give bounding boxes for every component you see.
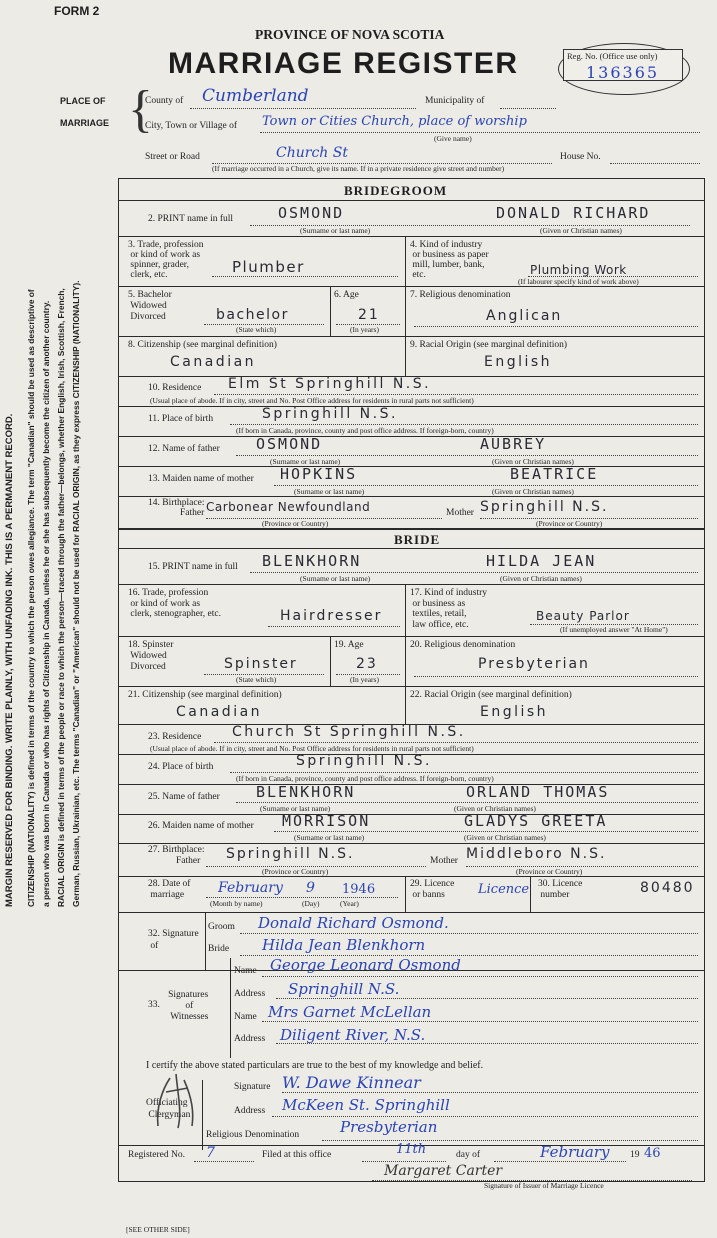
groom-trade: Plumber [232, 258, 305, 276]
bride-industry: Beauty Parlor [536, 609, 630, 623]
bride-trade: Hairdresser [280, 608, 383, 624]
groom-father-label: 12. Name of father [148, 444, 220, 454]
marriage-day: 9 [306, 880, 315, 896]
groom-status: bachelor [216, 307, 289, 323]
groom-citizenship-label: 8. Citizenship (see marginal definition) [128, 340, 277, 350]
groom-signature: Donald Richard Osmond. [258, 914, 449, 932]
marriage-year: 1946 [342, 882, 376, 897]
witnesses-caption: Signatures of Witnesses [168, 990, 209, 1022]
groom-given: DONALD RICHARD [496, 204, 651, 222]
groom-father-given: AUBREY [480, 435, 547, 453]
bride-heading: BRIDE [394, 532, 441, 547]
issuer-signature: Margaret Carter [384, 1163, 503, 1179]
bride-residence-label: 23. Residence [148, 732, 202, 742]
bride-print-label: 15. PRINT name in full [148, 562, 238, 572]
filed-year: 46 [644, 1146, 661, 1161]
witness1-address: Springhill N.S. [288, 980, 400, 998]
street-label: Street or Road [145, 152, 200, 162]
witness2-name: Mrs Garnet McLellan [268, 1003, 432, 1021]
groom-mother-surname: HOPKINS [280, 465, 358, 483]
groom-surname: OSMOND [278, 204, 345, 222]
groom-birthplace-label: 14. Birthplace: [148, 498, 205, 508]
give-name-caption: (Give name) [434, 134, 472, 143]
registered-no: 7 [206, 1145, 215, 1161]
groom-age: 21 [358, 307, 380, 323]
bride-racial: English [480, 704, 549, 720]
bride-industry-label: 17. Kind of industry or business as textiles, retail, law office, etc. [410, 588, 488, 630]
groom-trade-label: 3. Trade, profession or kind of work as spinner, grader, clerk, etc. [128, 240, 204, 280]
witness2-address: Diligent River, N.S. [280, 1026, 426, 1044]
municipality-label: Municipality of [425, 96, 485, 106]
bride-birth-label: 24. Place of birth [148, 762, 214, 772]
bride-citizenship: Canadian [176, 704, 263, 720]
marriage-label: MARRIAGE [60, 118, 109, 128]
street-note: (If marriage occurred in a Church, give its name. If in a private residence give street and number) [212, 164, 505, 173]
place-brace: { [128, 81, 153, 138]
province-heading: PROVINCE OF NOVA SCOTIA [255, 27, 445, 42]
groom-racial-label: 9. Racial Origin (see marginal definition) [410, 340, 568, 350]
page-title: MARRIAGE REGISTER [168, 47, 519, 80]
signature-label: 32. Signature of [148, 929, 199, 951]
bride-birthplace-label: 27. Birthplace: [148, 845, 205, 855]
groom-mother-birthplace: Springhill N.S. [480, 499, 609, 515]
bride-mother-birthplace: Middleboro N.S. [466, 846, 607, 862]
clergyman-address: McKeen St. Springhill [282, 1096, 450, 1114]
bride-father-birthplace: Springhill N.S. [226, 846, 355, 862]
groom-industry: Plumbing Work [530, 263, 627, 277]
groom-industry-label: 4. Kind of industry or business as paper mill, lumber, bank, etc. [410, 240, 489, 280]
groom-mother-label: 13. Maiden name of mother [148, 474, 254, 484]
reg-no-box [563, 49, 683, 81]
witness1-name: George Leonard Osmond [270, 956, 461, 974]
marriage-month: February [218, 880, 283, 896]
officiating-label: Officiating Clergyman [146, 1098, 191, 1120]
reg-no-label: Reg. No. (Office use only) [567, 51, 658, 61]
bride-birth: Springhill N.S. [296, 753, 432, 769]
city-label: City, Town or Village of [145, 121, 237, 131]
bride-given: HILDA JEAN [486, 552, 597, 570]
groom-residence-label: 10. Residence [148, 383, 202, 393]
bride-signature: Hilda Jean Blenkhorn [262, 936, 426, 954]
county-value: Cumberland [202, 86, 309, 106]
groom-age-label: 6. Age [334, 290, 359, 300]
groom-status-label: 5. Bachelor Widowed Divorced [128, 290, 172, 322]
bride-age: 23 [356, 656, 378, 672]
house-label: House No. [560, 152, 601, 162]
groom-religion-label: 7. Religious denomination [410, 290, 511, 300]
groom-father-birthplace: Carbonear Newfoundland [206, 500, 371, 514]
bride-father-given: ORLAND THOMAS [466, 783, 610, 801]
groom-mother-given: BEATRICE [510, 465, 599, 483]
groom-religion: Anglican [486, 308, 563, 324]
bride-father-label: 25. Name of father [148, 792, 220, 802]
bride-mother-surname: MORRISON [282, 812, 371, 830]
bride-surname: BLENKHORN [262, 552, 362, 570]
place-of-label: PLACE OF [60, 96, 106, 106]
bride-trade-label: 16. Trade, profession or kind of work as clerk, stenographer, etc. [128, 588, 221, 619]
groom-birth: Springhill N.S. [262, 406, 398, 422]
clergyman-denomination: Presbyterian [340, 1118, 438, 1136]
certify-text: I certify the above stated particulars are true to the best of my knowledge and belief. [146, 1060, 484, 1071]
city-value: Town or Cities Church, place of worship [262, 114, 527, 129]
side-instructions: MARGIN RESERVED FOR BINDING. WRITE PLAINLY, WITH UNFADING INK. THIS IS A PERMANENT RECORD. CITIZENSHIP (NATIONALITY) is defined in terms of the country to which the person owes allegiance. The term "Canadian" should be used as descriptive of a person who was born in Canada or who has rights of Citizenship in Canada, unless he or she has subsequently become the citizen of another country. RACIAL ORIGIN is defined in terms of the people or race to which the person—traced through the father—belongs, whether English, Irish, Scottish, French, German, Russian, Ukrainian, etc. The terms "Canadian" or "American" should not be used for RACIAL ORIGIN, as they express CITIZENSHIP (NATIONALITY). [4, 280, 81, 907]
clergyman-signature: W. Dawe Kinnear [282, 1073, 421, 1092]
see-other-side: [SEE OTHER SIDE] [126, 1225, 190, 1234]
groom-racial: English [484, 354, 553, 370]
bridegroom-heading: BRIDEGROOM [344, 183, 448, 198]
bride-racial-label: 22. Racial Origin (see marginal definition) [410, 690, 572, 700]
licence-label: 29. Licence or banns [410, 879, 455, 900]
licence-number-label: 30. Licence number [538, 879, 583, 900]
licence-value: Licence [478, 882, 530, 897]
bride-religion: Presbyterian [478, 656, 590, 672]
bride-residence: Church St Springhill N.S. [232, 724, 466, 740]
date-label: 28. Date of marriage [148, 879, 191, 900]
bride-age-label: 19. Age [334, 640, 364, 650]
bride-status-label: 18. Spinster Widowed Divorced [128, 640, 174, 672]
groom-citizenship: Canadian [170, 354, 257, 370]
filed-day: 11th [396, 1142, 427, 1157]
bride-mother-label: 26. Maiden name of mother [148, 821, 254, 831]
filed-month: February [540, 1143, 610, 1161]
bride-citizenship-label: 21. Citizenship (see marginal definition) [128, 690, 282, 700]
licence-number: 80480 [640, 880, 695, 896]
bride-mother-given: GLADYS GREETA [464, 812, 608, 830]
form-number: FORM 2 [54, 4, 100, 18]
groom-residence: Elm St Springhill N.S. [228, 376, 432, 392]
groom-father-surname: OSMOND [256, 435, 323, 453]
registered-label: Registered No. [128, 1150, 185, 1160]
bride-religion-label: 20. Religious denomination [410, 640, 516, 650]
street-value: Church St [276, 145, 348, 161]
county-label: County of [145, 96, 184, 106]
reg-no-value: 136365 [586, 63, 660, 82]
bride-status: Spinster [224, 656, 298, 672]
bride-father-surname: BLENKHORN [256, 783, 356, 801]
groom-birth-label: 11. Place of birth [148, 414, 214, 424]
groom-print-label: 2. PRINT name in full [148, 214, 234, 224]
initials-scribble [148, 1068, 204, 1132]
